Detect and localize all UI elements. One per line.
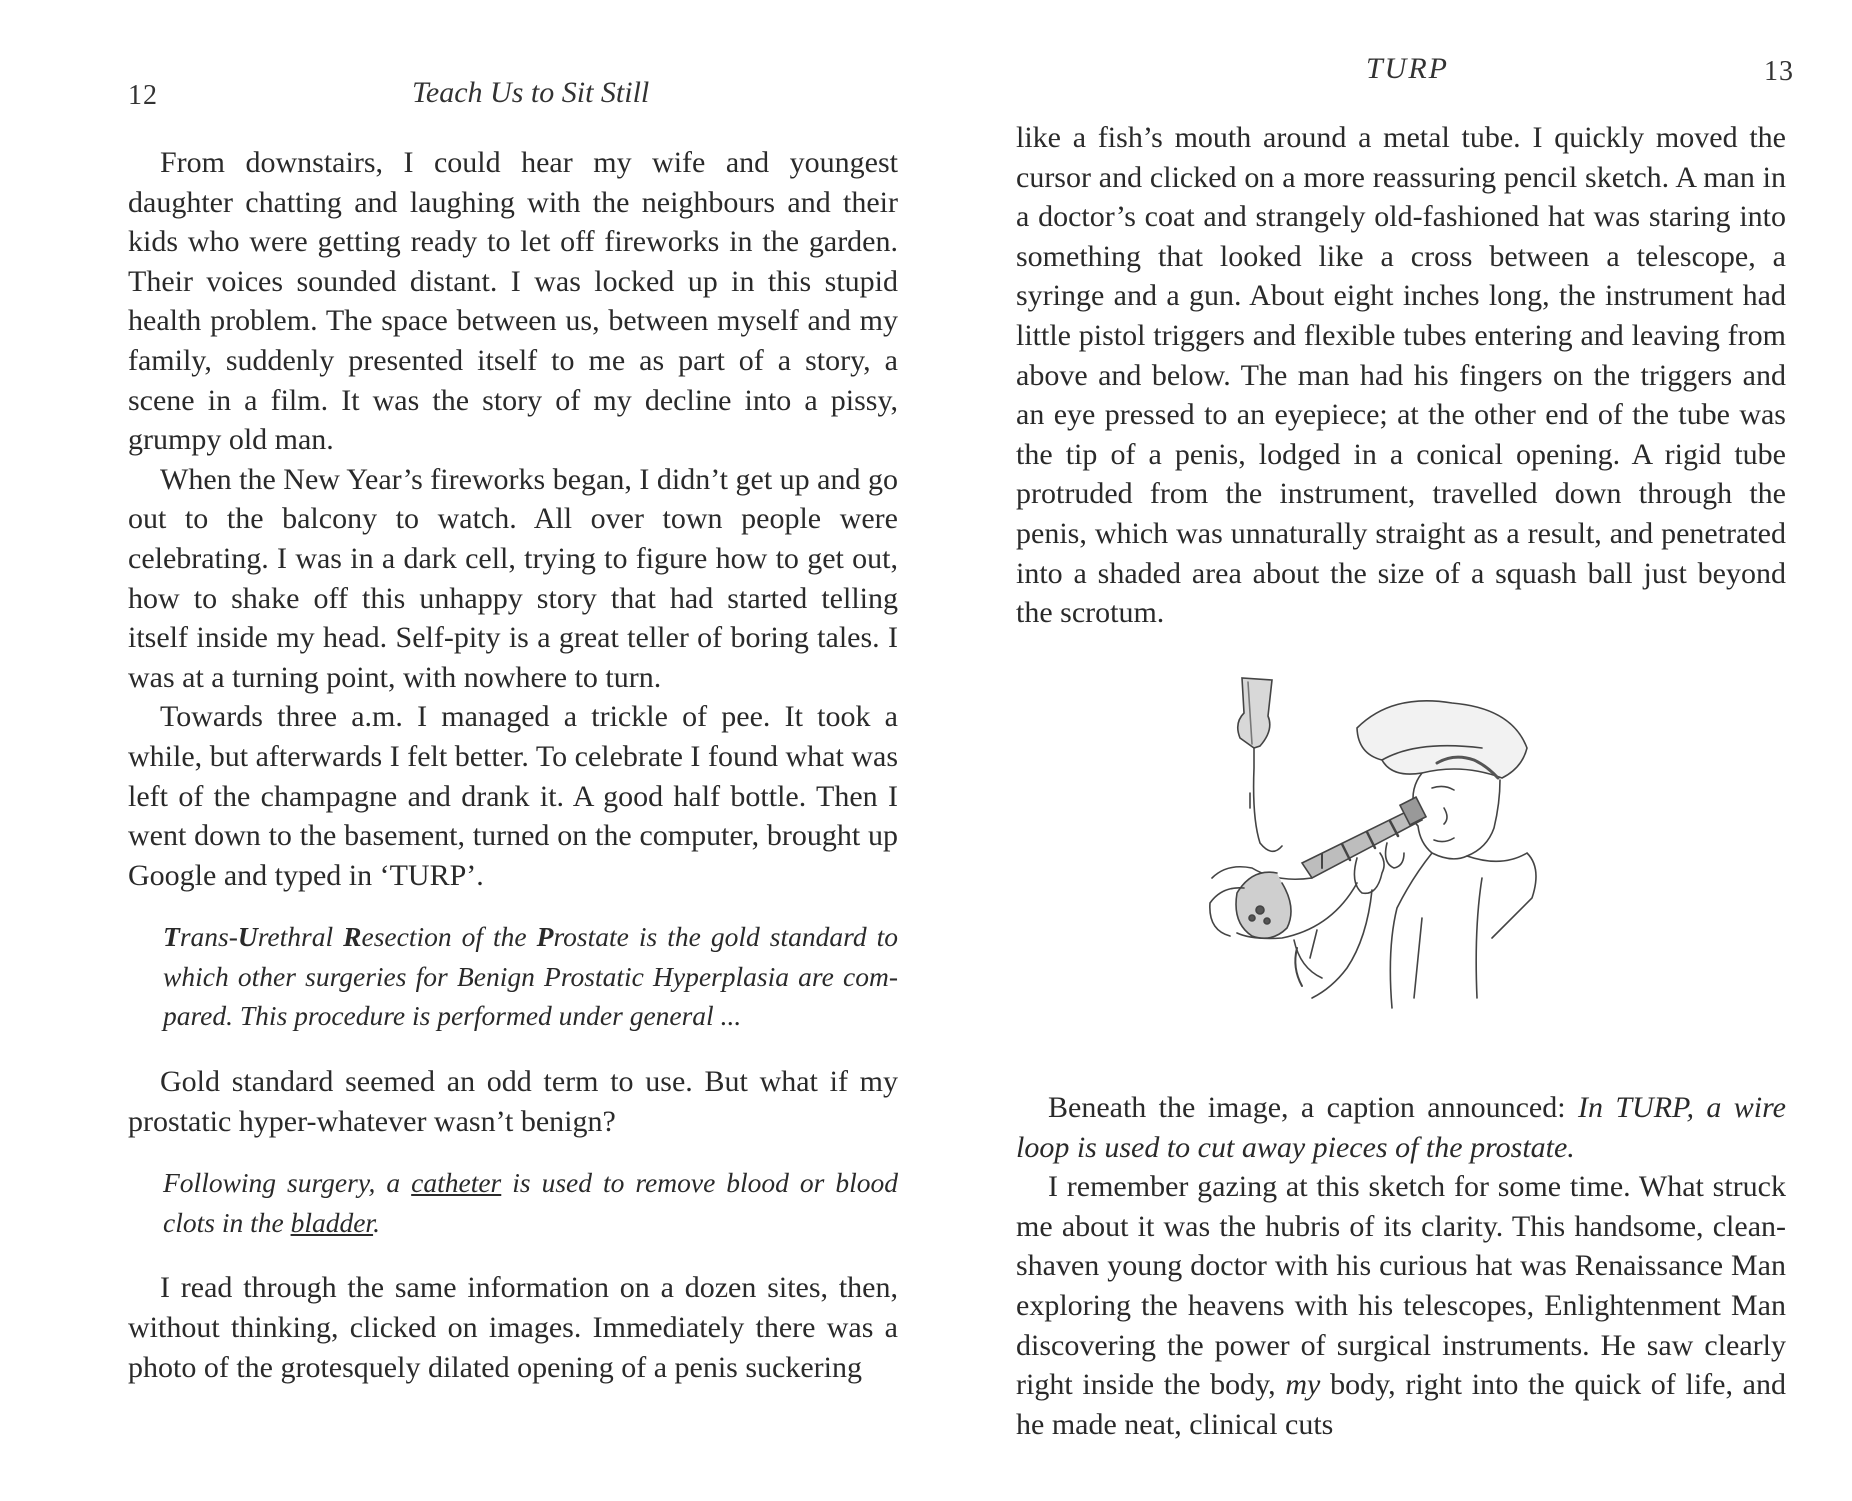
quote-text: rostate is the gold standard to which other surgeries for Benign Prostatic Hyperplasia are compared. This procedure is performed under general ... (163, 921, 898, 1032)
left-text-column (128, 143, 898, 1387)
quote-text: Following surgery, a (163, 1167, 412, 1199)
search-result-quote (163, 917, 898, 1036)
paragraph-text: body, right into the quick of life, and he made neat, clinical cuts (1016, 1368, 1787, 1441)
right-text-column-lower (1016, 1088, 1786, 1444)
quote-text: esection of the (361, 921, 537, 953)
figure-caption: In TURP, a wire loop is used to cut away pieces of the prostate. (1016, 1091, 1786, 1164)
quote-text: . (373, 1206, 380, 1238)
page-number-right: 13 (1764, 56, 1794, 87)
paragraph: Gold standard seemed an odd term to use. But what if my prostatic hyper-whatever wasn’t benign? (128, 1065, 898, 1138)
quote-text: rans- (179, 921, 238, 953)
doctor-cystoscope-illustration (1182, 668, 1582, 1048)
catheter-link[interactable]: catheter (411, 1167, 502, 1199)
initial-letter: T (163, 921, 180, 953)
initial-letter: P (536, 921, 554, 953)
paragraph: I read through the same information on a dozen sites, then, without thinking, clicked on images. Immediately there was a photo of the grotesquely dilated opening of a penis suckering (128, 1271, 898, 1384)
running-head-right: TURP (1366, 52, 1449, 85)
paragraph: Towards three a.m. I managed a trickle of pee. It took a while, but afterwards I felt better. To celebrate I found what was left of the champagne and drank it. A good half bottle. Then I went down to the basement, turned on the computer, brought up Google and typed in ‘TURP’. (128, 700, 898, 892)
right-text-column (1016, 118, 1786, 633)
quote-text: rethral (257, 921, 344, 953)
paragraph-text: I remember gazing at this sketch for some time. What struck me about it was the hubris of its clarity. This handsome, clean-shaven young doctor with his curious hat was Renaissance Man exploring the heavens with his telescopes, Enlightenment Man discovering the power of surgical instruments. He saw clearly right inside the body, (1016, 1170, 1786, 1402)
emphasis: my (1285, 1368, 1321, 1402)
paragraph: When the New Year’s fireworks began, I didn’t get up and go out to the balcony to watch. All over town people were celebrating. I was in a dark cell, trying to figure how to get out, how to shake off this unhappy story that had started telling itself inside my head. Self-pity is a great teller of boring tales. I was at a turning point, with nowhere to turn. (128, 462, 898, 694)
caption-paragraph (1016, 1088, 1786, 1167)
paragraph: From downstairs, I could hear my wife and youngest daughter chatting and laughing with the neighbours and their kids who were getting ready to let off fireworks in the garden. Their voices sounded distant. I was locked up in this stupid health problem. The space between us, between myself and my family, suddenly presented itself to me as part of a story, a scene in a film. It was the story of my decline into a pissy, grumpy old man. (128, 146, 898, 457)
caption-lead: Beneath the image, a caption announced: (1048, 1091, 1578, 1124)
running-head-left: Teach Us to Sit Still (412, 76, 650, 109)
turp-pencil-sketch (1182, 668, 1582, 1048)
search-result-quote (163, 1163, 898, 1242)
paragraph: like a fish’s mouth around a metal tube. I quickly moved the cursor and clicked on a more reassuring pencil sketch. A man in a doctor’s coat and strangely old-fashioned hat was staring into something that looked like a cross between a telescope, a syringe and a gun. About eight inches long, the instrument had little pistol triggers and flexible tubes entering and leaving from above and below. The man had his fingers on the triggers and an eye pressed to an eyepiece; at the other end of the tube was the tip of a penis, lodged in a conical opening. A rigid tube protruded from the instrument, travelled down through the penis, which was unnaturally straight as a result, and penetrated into a shaded area about the size of a squash ball just beyond the scrotum. (1016, 121, 1786, 630)
right-page (926, 0, 1852, 1501)
paragraph (1016, 1167, 1786, 1444)
initial-letter: U (237, 921, 258, 953)
bladder-link[interactable]: bladder (290, 1206, 374, 1238)
initial-letter: R (343, 921, 362, 953)
quote-text: is used to remove blood or blood clots in the (163, 1167, 898, 1238)
page-number-left: 12 (128, 80, 158, 111)
